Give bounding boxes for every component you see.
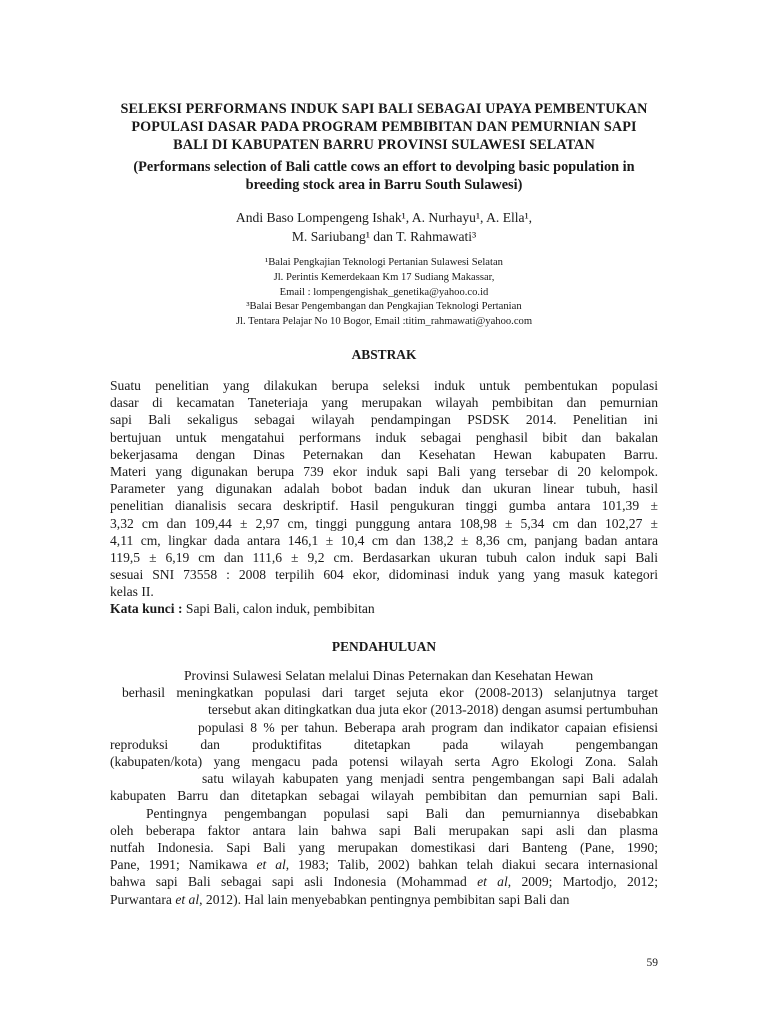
author-line: M. Sariubang¹ dan T. Rahmawati³: [291, 229, 477, 244]
abstract-line: sapi Bali sekaligus sebagai wilayah pendampingan PSDSK 2014. Penelitian ini: [110, 412, 658, 428]
abstract-line: sesuai SNI 73558 : 2008 terpilih 604 ekor, didominasi induk yang yang masuk kategori: [110, 567, 658, 583]
paper-title: [90, 100, 678, 154]
intro-line: satu wilayah kabupaten yang menjadi sentra pengembangan sapi Bali adalah: [202, 771, 658, 787]
intro-line: Pentingnya pengembangan populasi sapi Bali dan pemurniannya disebabkan: [146, 805, 658, 821]
page-number: 59: [646, 957, 658, 969]
author-list: [90, 208, 678, 246]
affiliation-line: ¹Balai Pengkajian Teknologi Pertanian Sulawesi Selatan: [265, 257, 503, 268]
abstract-line: kelas II.: [110, 584, 154, 600]
affiliation-email: Email : lompengengishak_genetika@yahoo.co.id: [279, 286, 489, 298]
abstract-line: 4,11 cm, lingkar dada antara 146,1 ± 10,4 cm dan 138,2 ± 8,36 cm, panjang badan antara: [110, 532, 658, 548]
intro-line: kabupaten Barru dan ditetapkan sebagai wilayah pembibitan dan pemurnian sapi Bali.: [110, 788, 658, 804]
abstract-line: penelitian dianalisis secara deskriptif. Hasil pengukuran tinggi gumba antara 101,39 ±: [110, 498, 658, 514]
subtitle-line: (Performans selection of Bali cattle cows an effort to devolping basic population in: [133, 159, 635, 175]
intro-line: (kabupaten/kota) yang mengacu pada potensi wilayah serta Agro Ekologi Zona. Salah: [110, 754, 658, 770]
abstract-line: bekerjasama dengan Dinas Peternakan dan Kesehatan Hewan kabupaten Barru.: [110, 446, 658, 462]
affiliations: [90, 256, 678, 330]
abstract-line: Suatu penelitian yang dilakukan berupa seleksi induk untuk pembentukan populasi: [110, 378, 658, 393]
abstract-line: 119,5 ± 6,19 cm dan 111,6 ± 9,2 cm. Berdasarkan ukuran tubuh calon induk sapi Bali: [110, 550, 658, 566]
intro-line: Purwantara et al, 2012). Hal lain menyebabkan pentingnya pembibitan sapi Bali dan: [110, 891, 570, 907]
intro-line: populasi 8 % per tahun. Beberapa arah program dan indikator capaian efisiensi: [198, 719, 658, 735]
introduction-body: [110, 667, 658, 908]
abstract-line: bertujuan untuk mengatahui performans induk sebagai penghasil bibit dan bakalan: [110, 429, 658, 445]
keywords-label: Kata kunci :: [110, 601, 183, 616]
keywords: [110, 600, 658, 617]
paper-subtitle: [90, 158, 678, 194]
introduction-heading: PENDAHULUAN: [331, 639, 437, 654]
intro-line: oleh beberapa faktor antara lain bahwa sapi Bali merupakan sapi asli dan plasma: [110, 822, 658, 838]
intro-line: reproduksi dan produktifitas ditetapkan pada wilayah pengembangan: [110, 736, 658, 752]
affiliation-line: Jl. Perintis Kemerdekaan Km 17 Sudiang Makassar,: [273, 271, 495, 283]
intro-line: nutfah Indonesia. Sapi Bali yang merupakan domestikasi dari Banteng (Pane, 1990;: [110, 840, 658, 856]
abstract-line: Materi yang digunakan berupa 739 ekor induk sapi Bali yang tersebar di 20 kelompok.: [110, 464, 658, 480]
title-line: BALI DI KABUPATEN BARRU PROVINSI SULAWESI SELATAN: [173, 137, 595, 153]
intro-line: tersebut akan ditingkatkan dua juta ekor (2013-2018) dengan asumsi pertumbuhan: [208, 702, 658, 718]
intro-line: Provinsi Sulawesi Selatan melalui Dinas Peternakan dan Kesehatan Hewan: [184, 668, 594, 683]
affiliation-email: Jl. Tentara Pelajar No 10 Bogor, Email :titim_rahmawati@yahoo.com: [235, 316, 533, 328]
subtitle-line: breeding stock area in Barru South Sulawesi): [245, 177, 523, 193]
title-line: SELEKSI PERFORMANS INDUK SAPI BALI SEBAGAI UPAYA PEMBENTUKAN: [120, 101, 648, 117]
title-line: POPULASI DASAR PADA PROGRAM PEMBIBITAN DAN PEMURNIAN SAPI: [131, 119, 637, 135]
abstract-line: Parameter yang digunakan adalah bobot badan induk dan ukuran linear tubuh, hasil: [110, 481, 658, 497]
affiliation-line: ³Balai Besar Pengembangan dan Pengkajian Teknologi Pertanian: [246, 301, 522, 313]
abstract-line: dasar di kecamatan Taneteriaja yang merupakan wilayah pembibitan dan pemurnian: [110, 395, 658, 411]
intro-line: Pane, 1991; Namikawa et al, 1983; Talib, 2002) bahkan telah diakui secara internasional: [110, 857, 658, 873]
author-line: Andi Baso Lompengeng Ishak¹, A. Nurhayu¹, A. Ella¹,: [235, 210, 533, 225]
abstract-body: [110, 377, 658, 601]
abstract-line: 3,32 cm dan 109,44 ± 2,97 cm, tinggi punggung antara 108,98 ± 5,34 cm dan 102,27 ±: [110, 515, 658, 531]
keywords-value: Sapi Bali, calon induk, pembibitan: [182, 601, 375, 616]
intro-line: bahwa sapi Bali sebagai sapi asli Indonesia (Mohammad et al, 2009; Martodjo, 2012;: [110, 874, 658, 890]
intro-line: berhasil meningkatkan populasi dari target sejuta ekor (2008-2013) selanjutnya target: [122, 685, 658, 701]
abstract-heading: ABSTRAK: [351, 347, 417, 362]
